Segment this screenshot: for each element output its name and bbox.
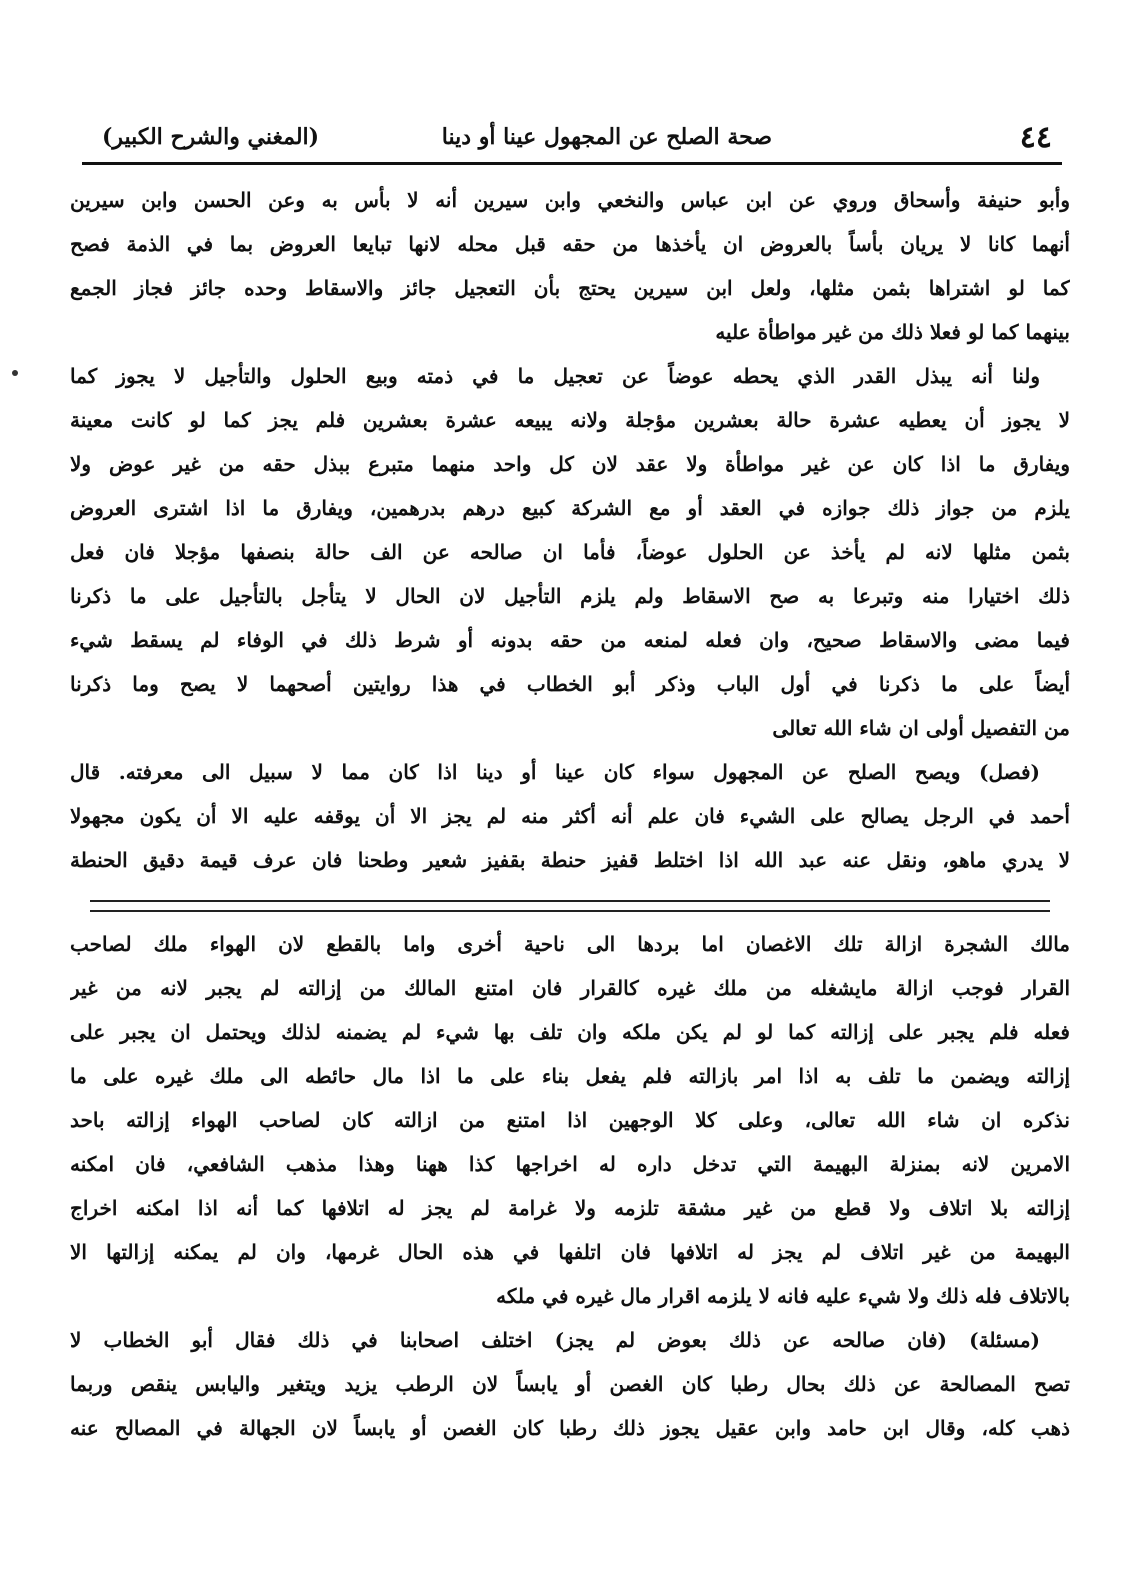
text-line: البهيمة من غير اتلاف لم يجز له اتلافها فان اتلفها في هذه الحال غرمها، وان لم يمكنه إزالتها الا (70, 1240, 1070, 1264)
text-line: نذكره ان شاء الله تعالى، وعلى كلا الوجهين اذا امتنع من ازالته كان لصاحب الهواء إزالته باحد (70, 1108, 1070, 1132)
text-line: (مسئلة) (فان صالحه عن ذلك بعوض لم يجز) اختلف اصحابنا في ذلك فقال أبو الخطاب لا (70, 1328, 1040, 1352)
text-line: أحمد في الرجل يصالح على الشيء فان علم أنه أكثر منه لم يجز الا أن يوقفه عليه الا أن يكون مجهولا (70, 804, 1070, 828)
text-line: لا يجوز أن يعطيه عشرة حالة بعشرين مؤجلة ولانه يبيعه عشرة بعشرين فلم يجز كما لو كانت معينة (70, 408, 1070, 432)
running-title: صحة الصلح عن المجهول عينا أو دينا (441, 124, 772, 150)
text-line: يلزم من جواز ذلك جوازه في العقد أو مع الشركة كبيع درهم بدرهمين، ويفارق ما اذا اشترى العروض (70, 496, 1070, 520)
text-line: القرار فوجب ازالة مايشغله من ملك غيره كالقرار فان امتنع المالك من إزالته لم يجبر لانه من غير (70, 976, 1070, 1000)
text-line: أيضاً على ما ذكرنا في أول الباب وذكر أبو الخطاب في هذا روايتين أصحهما لا يصح وما ذكرنا (70, 672, 1070, 696)
text-line: إزالته ويضمن ما تلف به اذا امر بازالته فلم يفعل بناء على ما اذا مال حائطه الى ملك غيره على ما (70, 1064, 1070, 1088)
text-line: ذلك اختيارا منه وتبرعا به صح الاسقاط ولم يلزم التأجيل لان الحال لا يتأجل بالتأجيل على ما ذكرنا (70, 584, 1070, 608)
text-line: إزالته بلا اتلاف ولا قطع من غير مشقة تلزمه ولا غرامة لم يجز له اتلافها كما أنه اذا امكنه اخراج (70, 1196, 1070, 1220)
text-line: فيما مضى والاسقاط صحيح، وان فعله لمنعه من حقه بدونه أو شرط ذلك في الوفاء لم يسقط شيء (70, 628, 1070, 652)
text-line: ذهب كله، وقال ابن حامد وابن عقيل يجوز ذلك رطبا كان الغصن أو يابساً لان الجهالة في المصالح عنه (70, 1416, 1070, 1440)
book-title: (المغني والشرح الكبير) (102, 124, 320, 150)
text-line: بثمن مثلها لانه لم يأخذ عن الحلول عوضاً، فأما ان صالحه عن الف حالة بنصفها مؤجلا فان فعل (70, 540, 1070, 564)
text-line: (فصل) ويصح الصلح عن المجهول سواء كان عينا أو دينا اذا كان مما لا سبيل الى معرفته. قال (70, 760, 1040, 784)
page-header (82, 120, 1062, 165)
text-line: كما لو اشتراها بثمن مثلها، ولعل ابن سيرين يحتج بأن التعجيل جائز والاسقاط وحده جائز فجاز الجمع (70, 276, 1070, 300)
text-line: الامرين لانه بمنزلة البهيمة التي تدخل داره له اخراجها كذا ههنا وهذا مذهب الشافعي، فان امكنه (70, 1152, 1070, 1176)
commentary-text-block (70, 922, 1070, 1450)
text-line: بالاتلاف فله ذلك ولا شيء عليه فانه لا يلزمه اقرار مال غيره في ملكه (496, 1284, 1070, 1308)
text-line: ويفارق ما اذا كان عن غير مواطأة ولا عقد لان كل واحد منهما متبرع ببذل حقه من غير عوض ولا (70, 452, 1070, 476)
margin-ink-mark (12, 370, 18, 376)
page-number: ٤٤ (1019, 120, 1052, 155)
text-line: من التفصيل أولى ان شاء الله تعالى (772, 716, 1070, 740)
section-divider (90, 900, 1050, 912)
text-line: فعله فلم يجبر على إزالته كما لو لم يكن ملكه وان تلف بها شيء لم يضمنه لذلك ويحتمل ان يجبر على (70, 1020, 1070, 1044)
text-line: تصح المصالحة عن ذلك بحال رطبا كان الغصن أو يابساً لان الرطب يزيد ويتغير واليابس ينقص وربما (70, 1372, 1070, 1396)
text-line: وأبو حنيفة وأسحاق وروي عن ابن عباس والنخعي وابن سيرين أنه لا بأس به وعن الحسن وابن سيرين (70, 188, 1070, 212)
text-line: مالك الشجرة ازالة تلك الاغصان اما بردها الى ناحية أخرى واما بالقطع لان الهواء ملك لصاحب (70, 932, 1070, 956)
text-line: ولنا أنه يبذل القدر الذي يحطه عوضاً عن تعجيل ما في ذمته وبيع الحلول والتأجيل لا يجوز كما (70, 364, 1040, 388)
text-line: لا يدري ماهو، ونقل عنه عبد الله اذا اختلط قفيز حنطة بقفيز شعير وطحنا فان عرف قيمة دقيق الحنطة (70, 848, 1070, 872)
main-text-block (70, 178, 1070, 882)
text-line: أنهما كانا لا يريان بأساً بالعروض ان يأخذها من حقه قبل محله لانها تبايعا العروض بما في الذمة فصح (70, 232, 1070, 256)
text-line: بينهما كما لو فعلا ذلك من غير مواطأة عليه (715, 320, 1070, 344)
